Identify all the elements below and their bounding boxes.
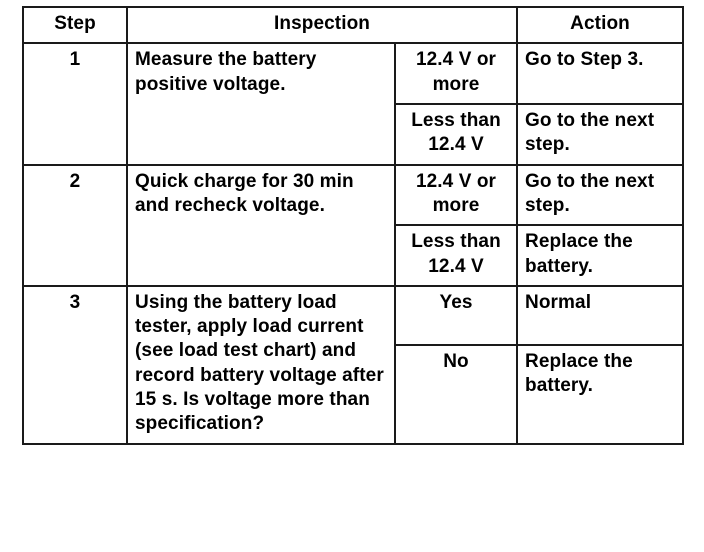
column-header-inspection: Inspection <box>127 7 517 43</box>
action-text: Replace the battery. <box>517 225 683 286</box>
header-row <box>23 7 683 43</box>
inspection-text: Using the battery load tester, apply load current (see load test chart) and record battery voltage after 15 s. Is voltage more than specification? <box>127 286 395 444</box>
step-number: 1 <box>23 43 127 164</box>
result-text: Less than 12.4 V <box>395 225 517 286</box>
action-text: Go to the next step. <box>517 165 683 226</box>
action-text: Replace the battery. <box>517 345 683 444</box>
table-body <box>23 43 683 443</box>
action-text: Go to Step 3. <box>517 43 683 104</box>
column-header-action: Action <box>517 7 683 43</box>
action-text: Go to the next step. <box>517 104 683 165</box>
table-row <box>23 165 683 226</box>
inspection-text: Quick charge for 30 min and recheck voltage. <box>127 165 395 286</box>
battery-inspection-table <box>22 6 684 445</box>
result-text: No <box>395 345 517 444</box>
result-text: 12.4 V or more <box>395 165 517 226</box>
step-number: 3 <box>23 286 127 444</box>
result-text: Yes <box>395 286 517 345</box>
table-row <box>23 286 683 345</box>
step-number: 2 <box>23 165 127 286</box>
result-text: 12.4 V or more <box>395 43 517 104</box>
table-row <box>23 43 683 104</box>
table-header <box>23 7 683 43</box>
result-text: Less than 12.4 V <box>395 104 517 165</box>
action-text: Normal <box>517 286 683 345</box>
column-header-step: Step <box>23 7 127 43</box>
inspection-text: Measure the battery positive voltage. <box>127 43 395 164</box>
